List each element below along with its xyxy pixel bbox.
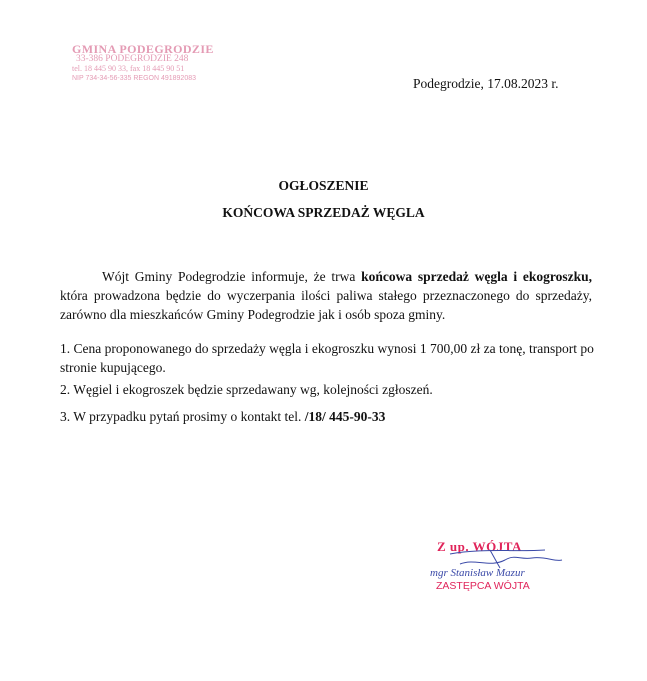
stamp-line-ids: NIP 734-34-56-335 REGON 491892083: [72, 75, 197, 82]
stamp-line-address: 33-386 PODEGRODZIE 248: [76, 54, 189, 64]
announcement-heading: OGŁOSZENIE: [278, 178, 369, 193]
signatory-role: ZASTĘPCA WÓJTA: [436, 580, 530, 592]
signature-authority: Z up. WÓJTA: [437, 539, 522, 554]
signatory-name: mgr Stanisław Mazur: [430, 567, 525, 579]
handwritten-signature-icon: [420, 538, 580, 598]
intro-paragraph: [60, 267, 592, 324]
announcement-subheading: KOŃCOWA SPRZEDAŻ WĘGLA: [222, 205, 425, 220]
stamp-line-phone: tel. 18 445 90 33, fax 18 445 90 51: [72, 64, 185, 73]
list-item-contact: [60, 407, 600, 426]
intro-text-after: która prowadzona będzie do wyczerpania ilości paliwa stałego przeznaczonego do sprzedaży, zarówno dla mieszkańców Gminy Podegrodzie jak i osób spoza gminy.: [60, 288, 592, 322]
intro-text-before: Wójt Gminy Podegrodzie informuje, że trwa: [102, 269, 362, 284]
signature-block: [420, 538, 580, 598]
document-date: Podegrodzie, 17.08.2023 r.: [413, 76, 559, 91]
contact-phone: /18/ 445-90-33: [304, 409, 386, 424]
list-item-price: 1. Cena proponowanego do sprzedaży węgla i ekogroszku wynosi 1 700,00 zł za tonę, transport po stronie kupującego.: [60, 341, 594, 375]
intro-text-bold: końcowa sprzedaż węgla i ekogroszku,: [361, 269, 592, 284]
municipality-stamp: [72, 44, 222, 84]
stamp-line-name: GMINA PODEGRODZIE: [72, 42, 214, 56]
contact-text: 3. W przypadku pytań prosimy o kontakt tel.: [60, 409, 305, 424]
list-item-order: 2. Węgiel i ekogroszek będzie sprzedawany wg, kolejności zgłoszeń.: [60, 382, 433, 397]
